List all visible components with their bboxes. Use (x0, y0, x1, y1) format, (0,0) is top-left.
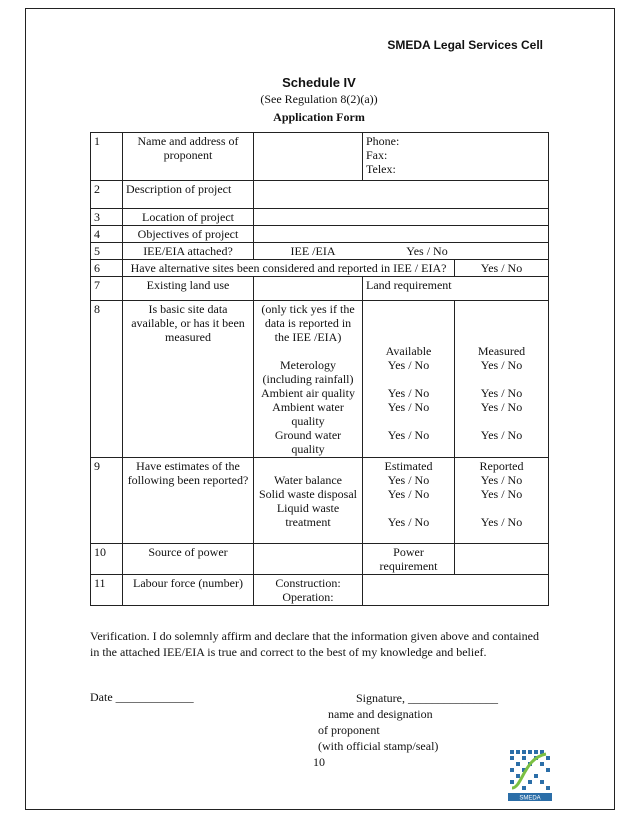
row-number: 3 (91, 209, 123, 226)
row-number: 11 (91, 575, 123, 606)
row-number: 2 (91, 181, 123, 209)
table-row (91, 277, 549, 301)
estimates-items: Water balance Solid waste disposal Liquid waste treatment (254, 458, 363, 544)
smeda-logo-icon (508, 748, 552, 802)
operation-label: Operation: (282, 590, 334, 604)
iee-eia-label: IEE /EIA (290, 244, 336, 258)
row-number: 6 (91, 260, 123, 277)
site-data-items: Meterology (including rainfall) Ambient air quality Ambient water quality Ground water quality (261, 358, 355, 456)
empty-cell (254, 209, 549, 226)
row-number: 4 (91, 226, 123, 243)
title-block (0, 75, 638, 125)
row-number: 8 (91, 301, 123, 458)
reported-column: Reported Yes / No Yes / No Yes / No (455, 458, 549, 544)
empty-cell (254, 133, 363, 181)
header-text: SMEDA Legal Services Cell (387, 38, 543, 52)
phone-label: Phone: (366, 134, 400, 148)
yes-no-option: Yes / No (455, 260, 549, 277)
table-row (91, 181, 549, 209)
empty-cell (254, 181, 549, 209)
empty-cell (254, 277, 363, 301)
row-label: Objectives of project (123, 226, 254, 243)
row-label: Existing land use (123, 277, 254, 301)
logo-text: SMEDA (519, 795, 541, 802)
row-label: Is basic site data available, or has it been measured (123, 301, 254, 458)
row-label: Labour force (number) (123, 575, 254, 606)
empty-cell (254, 226, 549, 243)
empty-cell (455, 544, 549, 575)
name-designation-line: name and designation (328, 707, 433, 721)
signature-line: Signature, _______________ (356, 691, 498, 705)
date-line: Date _____________ (90, 690, 194, 704)
table-row (91, 544, 549, 575)
site-data-items-cell (254, 301, 363, 458)
table-row (91, 260, 549, 277)
construction-label: Construction: (275, 576, 341, 590)
empty-cell (254, 544, 363, 575)
table-row (91, 243, 549, 260)
row-label: Have estimates of the following been reported? (123, 458, 254, 544)
row-number: 9 (91, 458, 123, 544)
row-label: Name and address of proponent (123, 133, 254, 181)
empty-cell (363, 575, 549, 606)
table-row (91, 301, 549, 458)
table-row (91, 226, 549, 243)
table-row (91, 133, 549, 181)
table-row (91, 209, 549, 226)
fax-label: Fax: (366, 148, 388, 162)
row-number: 10 (91, 544, 123, 575)
application-form-table (90, 132, 549, 606)
table-row (91, 575, 549, 606)
row-label: Have alternative sites been considered and reported in IEE / EIA? (123, 260, 455, 277)
power-requirement-label: Power requirement (363, 544, 455, 575)
stamp-seal-line: (with official stamp/seal) (318, 739, 439, 753)
land-requirement-label: Land requirement (363, 277, 549, 301)
page-number: 10 (313, 755, 325, 769)
row-label: Description of project (123, 181, 254, 209)
signature-block (300, 690, 540, 754)
row-number: 1 (91, 133, 123, 181)
available-column: Available Yes / No Yes / No Yes / No Yes / No (363, 301, 455, 458)
table-row (91, 458, 549, 544)
row-label: Location of project (123, 209, 254, 226)
telex-label: Telex: (366, 162, 396, 176)
contact-cell (363, 133, 549, 181)
verification-statement: Verification. I do solemnly affirm and declare that the information given above and contained in the attached IEE/EIA is true and correct to the best of my knowledge and belief. (90, 629, 539, 659)
iee-eia-cell (254, 243, 549, 260)
row-label: IEE/EIA attached? (123, 243, 254, 260)
labour-cell (254, 575, 363, 606)
measured-column: Measured Yes / No Yes / No Yes / No Yes / No (455, 301, 549, 458)
proponent-line: of proponent (318, 723, 380, 737)
schedule-title: Schedule IV (282, 75, 356, 90)
row-number: 5 (91, 243, 123, 260)
yes-no-option: Yes / No (406, 244, 448, 258)
row-label: Source of power (123, 544, 254, 575)
tick-note: (only tick yes if the data is reported in the IEE /EIA) (261, 302, 355, 344)
form-title: Application Form (273, 110, 365, 124)
row-number: 7 (91, 277, 123, 301)
estimated-column: Estimated Yes / No Yes / No Yes / No (363, 458, 455, 544)
regulation-subtitle: (See Regulation 8(2)(a)) (260, 92, 378, 106)
